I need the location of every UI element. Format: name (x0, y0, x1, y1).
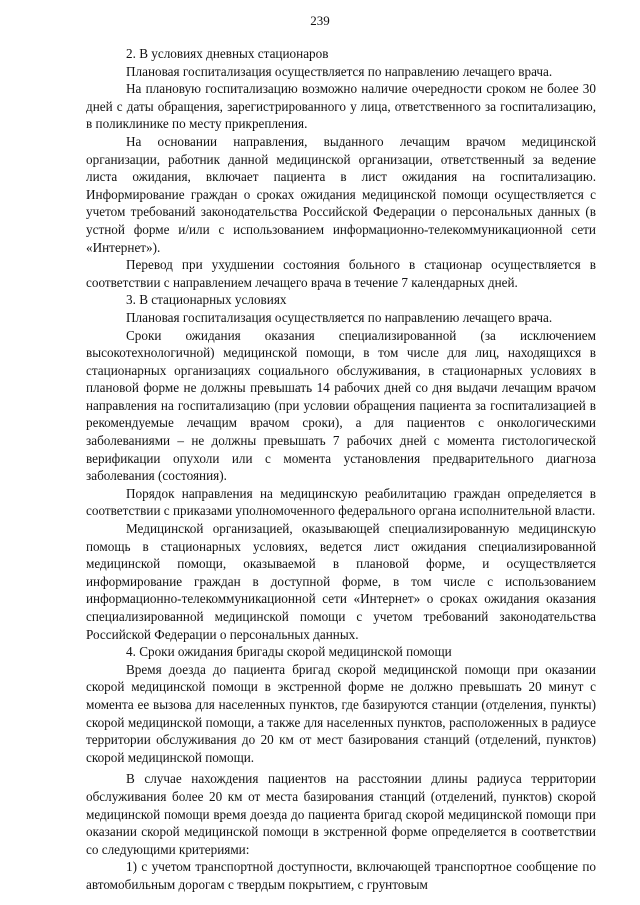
body-paragraph: 1) с учетом транспортной доступности, включающей транспортное сообщение по автомобильным дорогам с твердым покрытием, с грунтовым (86, 859, 596, 892)
body-paragraph: Сроки ожидания оказания специализированной (за исключением высокотехнологичной) медицинской помощи, в том числе для лиц, находящихся в стационарных организациях социального обслуживания, в стационарных условиях в плановой форме не должны превышать 14 рабочих дней со дня выдачи лечащим врачом направления на госпитализацию (при условии обращения пациента за госпитализацией в рекомендуемые лечащим врачом сроки), а для пациентов с онкологическими заболеваниями – не должны превышать 7 рабочих дней с момента гистологической верификации опухоли или с момента установления предварительного диагноза заболевания (состояния). (86, 327, 596, 484)
body-paragraph: Порядок направления на медицинскую реабилитацию граждан определяется в соответствии с приказами уполномоченного федерального органа исполнительной власти. (86, 485, 596, 519)
body-paragraph: Плановая госпитализация осуществляется по направлению лечащего врача. (126, 309, 553, 325)
section-heading: 2. В условиях дневных стационаров (126, 46, 329, 61)
body-paragraph: В случае нахождения пациентов на расстоянии длины радиуса территории обслуживания более 20 км от места базирования станций (отделений, пунктов) скорой медицинской помощи время доезда до пациента бригад скорой медицинской помощи при оказании скорой медицинской помощи в экстренной форме определяется в соответствии со следующими критериями: (86, 771, 596, 857)
page-number: 239 (310, 13, 330, 28)
body-paragraph: На основании направления, выданного лечащим врачом медицинской организации, работник данной медицинской организации, ответственный за ведение листа ожидания, включает пациента в лист ожидания на госпитализацию. Информирование граждан о сроках ожидания медицинской помощи осуществляется с учетом требований законодательства Российской Федерации о персональных данных (в устной форме и/или с использованием информационно-телекоммуникационной сети «Интернет»). (86, 133, 596, 255)
body-paragraph: Время доезда до пациента бригад скорой медицинской помощи при оказании скорой медицинской помощи в экстренной форме не должно превышать 20 минут с момента ее вызова для населенных пунктов, где базируются станции (отделения, пункты) скорой медицинской помощи, а также для населенных пунктов, расположенных в радиусе территории обслуживания до 20 км от мест базирования станций (отделений, пунктов) скорой медицинской помощи. (86, 661, 596, 765)
body-paragraph: Плановая госпитализация осуществляется по направлению лечащего врача. (126, 63, 553, 79)
section-heading: 4. Сроки ожидания бригады скорой медицинской помощи (126, 644, 452, 660)
body-paragraph: На плановую госпитализацию возможно наличие очередности сроком не более 30 дней с даты обращения, зарегистрированного у лица, ответственного за госпитализацию, в поликлинике по месту прикрепления. (86, 81, 596, 132)
document-body (86, 45, 596, 894)
section-heading: 3. В стационарных условиях (126, 292, 287, 308)
body-paragraph: Медицинской организацией, оказывающей специализированную медицинскую помощь в стационарных условиях, ведется лист ожидания специализированной медицинской помощи, оказываемой в плановой форме, и осуществляется информирование граждан в доступной форме, в том числе с использованием информационно-телекоммуникационной сети «Интернет» о сроках ожидания оказания специализированной медицинской помощи с учетом требований законодательства Российской Федерации о персональных данных. (86, 521, 596, 642)
body-paragraph: Перевод при ухудшении состояния больного в стационар осуществляется в соответствии с направлением лечащего врача в течение 7 календарных дней. (86, 257, 596, 290)
